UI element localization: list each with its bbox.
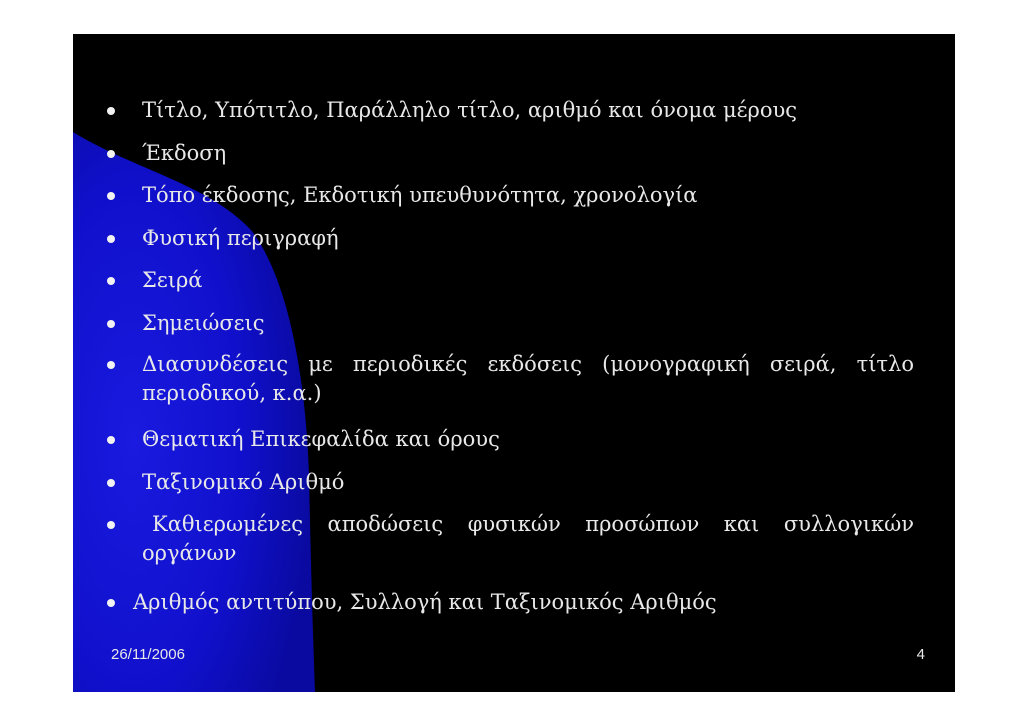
list-item-text-continued: περιοδικού, κ.α.) [142,381,322,405]
list-item-text: Φυσική περιγραφή [142,226,339,250]
list-item-text: Τόπο έκδοσης, Εκδοτική υπευθυνότητα, χρονολογία [142,183,698,207]
page-number: 4 [916,646,925,663]
bullet-dot-icon [107,479,115,487]
bullet-list [73,34,955,692]
list-item-text: Καθιερωμένες αποδώσεις φυσικών προσώπων και συλλογικών [152,512,914,536]
list-item-text: Σημειώσεις [142,311,265,335]
list-item-text: Θεματική Επικεφαλίδα και όρους [142,427,500,451]
bullet-dot-icon [107,436,115,444]
list-item-text-continued: οργάνων [142,541,237,565]
list-item-text: Αριθμός αντιτύπου, Συλλογή και Ταξινομικός Αριθμός [133,590,717,614]
bullet-dot-icon [107,320,115,328]
list-item-text: Έκδοση [142,141,227,165]
bullet-dot-icon [107,235,115,243]
bullet-dot-icon [107,599,115,607]
bullet-dot-icon [107,277,115,285]
slide [73,34,955,692]
bullet-dot-icon [107,521,115,529]
list-item-text: Τίτλο, Υπότιτλο, Παράλληλο τίτλο, αριθμό και όνομα μέρους [142,98,798,122]
footer-date: 26/11/2006 [111,646,185,663]
bullet-dot-icon [107,150,115,158]
bullet-dot-icon [107,192,115,200]
list-item-text: Διασυνδέσεις με περιοδικές εκδόσεις (μονογραφική σειρά, τίτλο [142,352,914,376]
list-item-text: Σειρά [142,268,203,292]
bullet-dot-icon [107,361,115,369]
bullet-dot-icon [107,107,115,115]
list-item-text: Ταξινομικό Αριθμό [142,470,345,494]
